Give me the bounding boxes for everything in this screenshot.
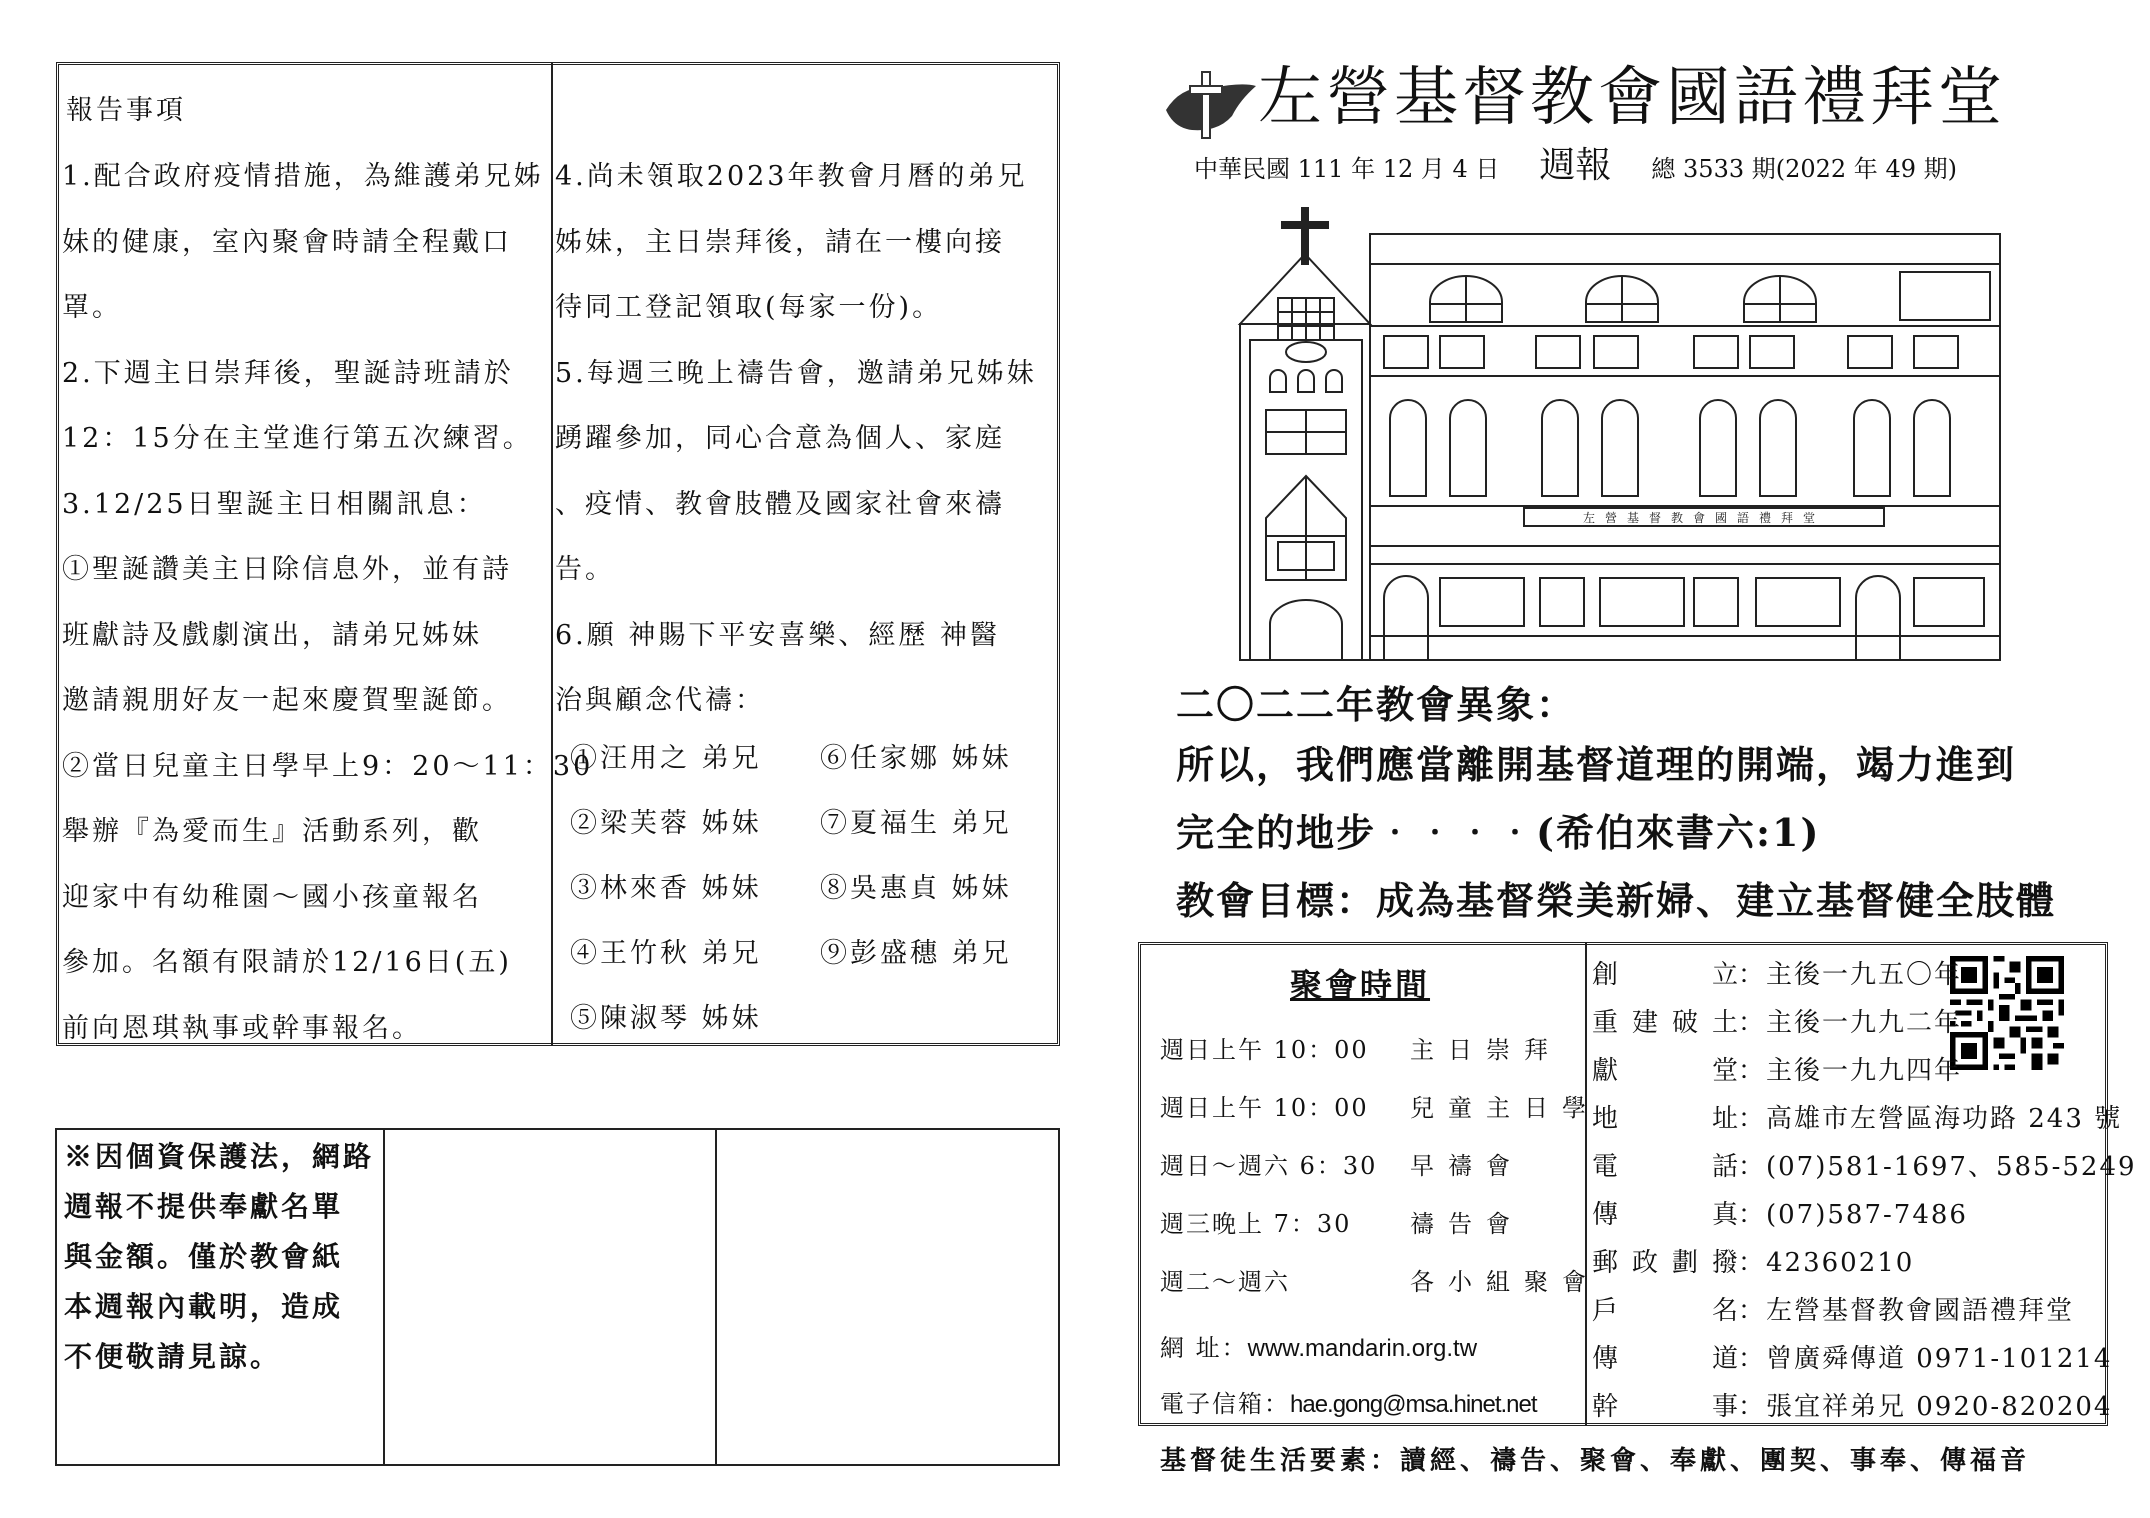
church-info-key: 戶名 (1592, 1296, 1738, 1326)
vision-verse-line-1: 所以，我們應當離開基督道理的開端，竭力進到 (1176, 742, 2017, 787)
offering-divider-1 (383, 1128, 385, 1466)
announcement-right-line: 告。 (555, 554, 615, 585)
church-info-row (1592, 1098, 2122, 1135)
website-link[interactable]: www.mandarin.org.tw (1247, 1335, 1478, 1362)
church-info-key: 傳道 (1592, 1344, 1738, 1374)
email-label: 電子信箱： (1160, 1390, 1290, 1418)
meeting-row (1160, 1088, 1600, 1123)
church-info-key: 創立 (1592, 960, 1738, 990)
announcement-right-line: 4.尚未領取2023年教會月曆的弟兄 (555, 161, 1028, 192)
issue-number: 總 3533 期(2022 年 49 期) (1651, 155, 1957, 183)
church-info-row (1592, 1242, 1914, 1279)
church-info-row (1592, 1338, 2112, 1375)
church-info-value: ：主後一九五〇年 (1738, 960, 1963, 990)
announcement-left-line: 迎家中有幼稚園～國小孩童報名 (62, 881, 482, 913)
church-info-key: 郵政劃撥 (1592, 1248, 1738, 1278)
announcement-right-line: 5.每週三晚上禱告會，邀請弟兄姊妹 (555, 357, 1037, 389)
qr-code-icon[interactable] (1950, 956, 2064, 1070)
announcement-right-line: 6.願 神賜下平安喜樂、經歷 神醫 (555, 619, 1000, 651)
announcement-left-line: 班獻詩及戲劇演出，請弟兄姊妹 (62, 619, 482, 651)
church-title: 左營基督教會國語禮拜堂 (1258, 61, 2006, 135)
announcement-right-line: 姊妹，主日崇拜後，請在一樓向接 (555, 226, 1005, 258)
church-info-value: ：主後一九九二年 (1738, 1008, 1963, 1038)
announcement-right-line: 待同工登記領取(每家一份)。 (555, 292, 943, 323)
church-goal: 教會目標：成為基督榮美新婦、建立基督健全肢體 (1176, 878, 2057, 923)
announcement-left-line: 參加。名額有限請於12/16日(五) (62, 947, 512, 978)
prayer-name: ④王竹秋 弟兄 (570, 938, 762, 969)
church-info-row (1592, 1290, 2074, 1327)
offering-notice-line: 週報不提供奉獻名單 (64, 1190, 344, 1223)
meeting-name: 禱告會 (1410, 1210, 1524, 1238)
church-info-value: ：高雄市左營區海功路 243 號 (1738, 1104, 2123, 1134)
announcement-left-line: 2.下週主日崇拜後，聖誕詩班請於 (62, 357, 514, 389)
meetings-divider (1585, 942, 1587, 1426)
meeting-row (1160, 1262, 1600, 1297)
announcement-left-line: 1.配合政府疫情措施，為維護弟兄姊 (62, 161, 544, 192)
church-info-row (1592, 1386, 2112, 1423)
date-line (1194, 146, 1957, 189)
announcements-heading: 報告事項 (66, 95, 186, 126)
announcement-left-line: ②當日兒童主日學早上9：20～11：30 (62, 750, 594, 782)
announcement-left-line: ①聖誕讚美主日除信息外，並有詩 (62, 554, 512, 585)
church-info-value: ：(07)581-1697、585-5249 (1738, 1152, 2137, 1182)
announcement-right-line: 、疫情、教會肢體及國家社會來禱 (555, 488, 1005, 520)
christian-life-footer: 基督徒生活要素：讀經、禱告、聚會、奉獻、團契、事奉、傳福音 (1160, 1446, 2031, 1476)
announcement-left-line: 12：15分在主堂進行第五次練習。 (62, 423, 533, 454)
meeting-name: 兒童主日學 (1410, 1094, 1600, 1122)
email-row (1160, 1384, 1537, 1419)
prayer-name: ⑦夏福生 弟兄 (820, 808, 1012, 839)
announcements-divider (551, 62, 553, 1046)
offering-notice-line: ※因個資保護法，網路 (64, 1140, 375, 1173)
church-info-key: 傳真 (1592, 1200, 1738, 1230)
meetings-heading: 聚會時間 (1290, 966, 1431, 1004)
church-info-key: 地址 (1592, 1104, 1738, 1134)
offering-notice-line: 本週報內載明，造成 (64, 1290, 344, 1323)
announcement-left-line: 妹的健康，室內聚會時請全程戴口 (62, 226, 512, 258)
church-building-illustration (1224, 206, 2004, 662)
church-info-value: ：曾廣舜傳道 0971-101214 (1738, 1344, 2113, 1374)
announcement-left-line: 前向恩琪執事或幹事報名。 (62, 1012, 422, 1044)
announcement-left-line: 3.12/25日聖誕主日相關訊息： (62, 488, 487, 520)
church-info-key: 電話 (1592, 1152, 1738, 1182)
church-info-row (1592, 1146, 2137, 1183)
church-info-key: 獻堂 (1592, 1056, 1738, 1086)
meeting-time: 週二～週六 (1160, 1268, 1290, 1296)
email-link[interactable]: hae.gong@msa.hinet.net (1290, 1391, 1537, 1418)
meeting-row (1160, 1204, 1524, 1239)
announcement-left-line: 罩。 (62, 292, 122, 323)
meeting-name: 各小組聚會 (1410, 1268, 1600, 1296)
offering-notice-line: 不便敬請見諒。 (64, 1340, 282, 1373)
prayer-name: ⑥任家娜 姊妹 (820, 743, 1012, 774)
offering-divider-2 (715, 1128, 717, 1466)
church-info-row (1592, 954, 1962, 991)
church-info-key: 重建破土 (1592, 1008, 1738, 1038)
meeting-time: 週三晚上 7：30 (1160, 1210, 1352, 1238)
announcement-right-line: 踴躍參加，同心合意為個人、家庭 (555, 423, 1005, 454)
website-row (1160, 1328, 1477, 1363)
church-logo-icon (1162, 70, 1258, 140)
website-label: 網 址： (1160, 1334, 1248, 1362)
church-info-row (1592, 1050, 1962, 1087)
building-sign: 左營基督教會國語禮拜堂 (1582, 511, 1826, 525)
prayer-name: ⑧吳惠貞 姊妹 (820, 873, 1012, 904)
offering-notice-line: 與金額。僅於教會紙 (64, 1240, 344, 1273)
church-info-value: ：42360210 (1738, 1248, 1915, 1278)
church-info-key: 幹事 (1592, 1392, 1738, 1422)
announcement-left-line: 舉辦『為愛而生』活動系列，歡 (62, 816, 482, 847)
church-info-row (1592, 1002, 1962, 1039)
meeting-time: 週日上午 10：00 (1160, 1036, 1369, 1064)
meeting-name: 主日崇拜 (1410, 1036, 1562, 1064)
vision-heading: 二〇二二年教會異象： (1176, 682, 1577, 727)
meeting-row (1160, 1146, 1524, 1181)
meeting-time: 週日～週六 6：30 (1160, 1152, 1378, 1180)
meeting-name: 早禱會 (1410, 1152, 1524, 1180)
prayer-name: ③林來香 姊妹 (570, 873, 762, 904)
church-info-value: ：張宜祥弟兄 0920-820204 (1738, 1392, 2113, 1422)
church-info-value: ：主後一九九四年 (1738, 1056, 1963, 1086)
prayer-name: ②梁芙蓉 姊妹 (570, 808, 762, 839)
vision-verse-line-2: 完全的地步‧‧‧‧(希伯來書六:1) (1176, 810, 1821, 855)
weekly-label: 週報 (1539, 145, 1612, 186)
announcement-right-line: 治與顧念代禱： (555, 685, 765, 716)
meeting-row (1160, 1030, 1562, 1065)
issue-date: 中華民國 111 年 12 月 4 日 (1194, 155, 1500, 183)
announcement-left-line: 邀請親朋好友一起來慶賀聖誕節。 (62, 685, 512, 716)
prayer-name: ⑨彭盛穗 弟兄 (820, 938, 1012, 969)
church-info-value: ：左營基督教會國語禮拜堂 (1738, 1296, 2075, 1326)
meeting-time: 週日上午 10：00 (1160, 1094, 1369, 1122)
prayer-name: ⑤陳淑琴 姊妹 (570, 1003, 762, 1034)
prayer-name: ①汪用之 弟兄 (570, 743, 762, 774)
church-info-value: ：(07)587-7486 (1738, 1200, 1968, 1230)
church-info-row (1592, 1194, 1968, 1231)
